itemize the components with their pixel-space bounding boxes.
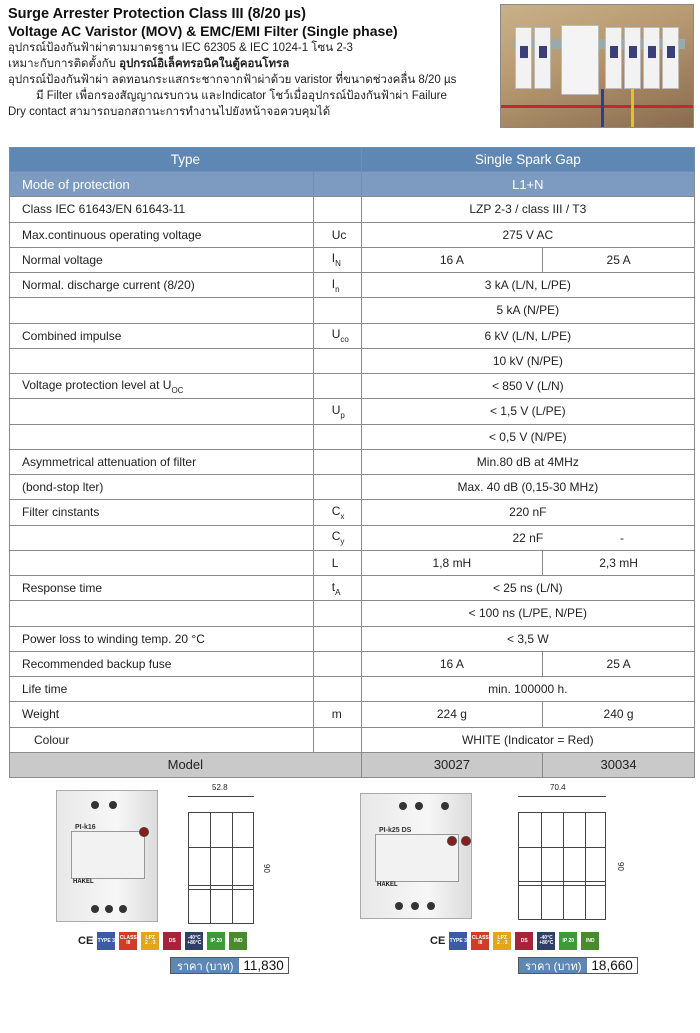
specification-table [9,147,695,778]
price-label-2: ราคา (บาท) [519,958,587,973]
type-badge-icon: TYPE 3 [97,932,115,950]
height-dimension-2: 90 [615,862,625,871]
ds-badge-icon: DS [163,932,181,950]
table-row: Normal. discharge current (8/20) $I_n$ 3 kA (L/N, L/PE) [10,273,695,298]
table-row: Asymmetrical attenuation of filter Min.80 dB at 4MHz [10,449,695,474]
ip-badge-icon: IP 20 [207,932,225,950]
type-label: Type [10,148,362,172]
table-row: Power loss to winding temp. 20 °C < 3,5 W [10,626,695,651]
lpz-badge-icon: LPZ 2→3 [493,932,511,950]
type-badge-icon: TYPE 3 [449,932,467,950]
title-line-2: Voltage AC Varistor (MOV) & EMC/EMI Filter (Single phase) [8,23,398,39]
table-header-row [10,148,695,172]
description-line-5: Dry contact สามารถบอกสถานะการทำงานไปยังหน้าจอควบคุมได้ [8,106,331,118]
table-row: Normal voltage $I_N$ 16 A 25 A [10,247,695,272]
temperature-badge-icon: -40°C +80°C [185,932,203,950]
table-row: $U_p$ < 1,5 V (L/PE) [10,399,695,424]
price-value-2: 18,660 [587,958,636,973]
lpz-badge-icon: LPZ 2→3 [141,932,159,950]
dimension-drawing-1 [188,812,254,924]
price-box-2 [518,957,638,974]
table-row: Voltage protection level at $U_{OC}$ < 850 V (L/N) [10,374,695,399]
table-row: Recommended backup fuse 16 A 25 A [10,651,695,676]
table-row: $C_y$ 22 nF - [10,525,695,550]
table-row: Combined impulse $U_{co}$ 6 kV (L/N, L/PE) [10,323,695,348]
description-line-3: อุปกรณ์ป้องกันฟ้าผ่า ลดทอนกระแสกระชากจากฟ้าผ่าด้วย varistor ที่ขนาดช่วงคลื่น 8/20 µs [8,74,457,86]
table-row: Class IEC 61643/EN 61643-11 LZP 2-3 / class III / T3 [10,197,695,222]
table-row: L 1,8 mH 2,3 mH [10,550,695,575]
table-row: Max.continuous operating voltage Uc 275 V AC [10,222,695,247]
certification-badges-1 [78,932,247,950]
class-badge-icon: CLASS III [119,932,137,950]
installation-photo [500,4,694,128]
model-b: 30034 [543,752,695,777]
width-dimension-1: 52.8 [212,783,228,792]
ce-mark-icon: CE [430,935,446,947]
title-line-1: Surge Arrester Protection Class III (8/20 µs) [8,6,306,22]
table-row: Weight m 224 g 240 g [10,702,695,727]
height-dimension-1: 90 [261,864,271,873]
certification-badges-2 [430,932,599,950]
table-row: < 0,5 V (N/PE) [10,424,695,449]
product-image-2: PI-k25 DS HAKEL [360,793,472,919]
dimension-drawing-2 [518,812,606,920]
ds-badge-icon: DS [515,932,533,950]
class-badge-icon: CLASS III [471,932,489,950]
mode-row [10,172,695,197]
header [8,6,498,120]
description-line-1: อุปกรณ์ป้องกันฟ้าผ่าตามมาตรฐาน IEC 62305 & IEC 1024-1 โซน 2-3 [8,42,353,54]
table-row: Filter cinstants $C_x$ 220 nF [10,500,695,525]
table-row: 5 kA (N/PE) [10,298,695,323]
width-dimension-2: 70.4 [550,783,566,792]
table-row: < 100 ns (L/PE, N/PE) [10,601,695,626]
table-row: Colour WHITE (Indicator = Red) [10,727,695,752]
mode-value: L1+N [361,172,694,197]
ip-badge-icon: IP 20 [559,932,577,950]
table-row: (bond-stop lter) Max. 40 dB (0,15-30 MHz) [10,475,695,500]
type-value: Single Spark Gap [361,148,694,172]
mode-label: Mode of protection [10,172,314,197]
model-a: 30027 [361,752,542,777]
product-image-1: PI-k16 HAKEL [56,790,158,922]
table-row: Response time $t_A$ < 25 ns (L/N) [10,576,695,601]
description-line-4: มี Filter เพื่อกรองสัญญาณรบกวน และIndicator โชว์เมื่ออุปกรณ์ป้องกันฟ้าผ่า Failure [36,90,447,102]
ce-mark-icon: CE [78,935,94,947]
table-row: Life time min. 100000 h. [10,677,695,702]
description-line-2: เหมาะกับการติดตั้งกับ อุปกรณ์อิเล็คทรอนิคในตู้คอนโทรล [8,58,290,70]
model-label: Model [10,752,362,777]
model-row [10,752,695,777]
price-label-1: ราคา (บาท) [171,958,239,973]
temperature-badge-icon: -40°C +80°C [537,932,555,950]
price-box-1 [170,957,289,974]
industry-badge-icon: IND [229,932,247,950]
price-value-1: 11,830 [239,958,287,973]
table-row: 10 kV (N/PE) [10,348,695,373]
industry-badge-icon: IND [581,932,599,950]
